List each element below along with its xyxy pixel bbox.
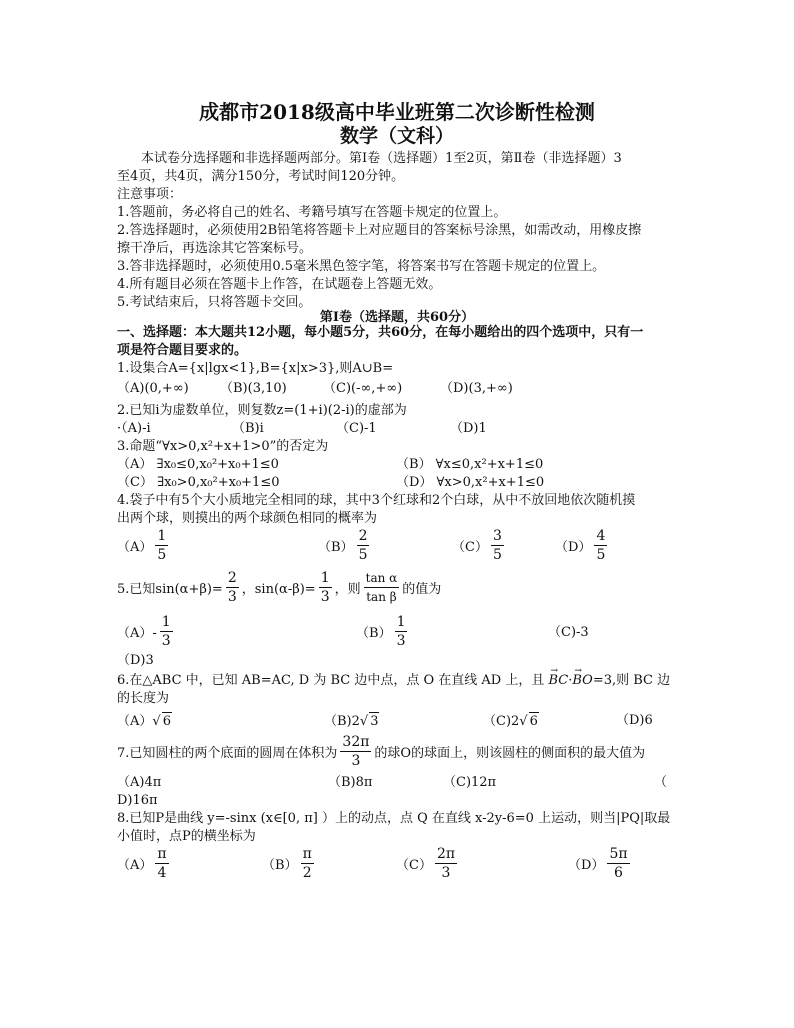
- q2-option-b: （B)i: [232, 421, 264, 436]
- q7-option-d-open: （: [654, 775, 668, 790]
- q5-option-c: （C)-3: [548, 625, 589, 640]
- q2-option-d: （D)1: [450, 421, 487, 436]
- q8-option-d: （D） $\frac{5\pi}{6}$: [568, 846, 628, 881]
- q8-d-fraction: $\frac{5\pi}{6}$: [609, 846, 628, 881]
- exam-title: 成都市2018级高中毕业班第二次诊断性检测: [199, 100, 595, 124]
- q4-c-fraction: $\frac{3}{5}$: [492, 528, 502, 563]
- q8-option-b: （B） $\frac{\pi}{2}$: [262, 846, 312, 881]
- q1-option-c: （C)(-∞,+∞): [323, 381, 403, 396]
- q5-b-fraction: $\frac{1}{3}$: [396, 614, 406, 649]
- q5-stem: 5.已知sin(α+β)= $\frac{2}{3}$ ，sin(α-β)= $\frac{1}{3}$ ，则 $\frac{\text{tan α}}{\text{tan β}}$ 的值为: [117, 570, 442, 605]
- q3-option-d: （D） ∀x>0,x²+x+1≤0: [396, 475, 545, 490]
- q7-option-c: （C)12π: [443, 775, 497, 790]
- q4-d-fraction: $\frac{4}{5}$: [596, 528, 606, 563]
- q4-b-fraction: $\frac{2}{5}$: [358, 528, 368, 563]
- q4-stem-1: 4.袋子中有5个大小质地完全相同的球，其中3个红球和2个白球，从中不放回地依次随机摸: [117, 493, 636, 508]
- note-4: 4.所有题目必须在答题卡上作答，在试题卷上答题无效。: [117, 277, 442, 292]
- intro-line-1: 本试卷分选择题和非选择题两部分。第Ⅰ卷（选择题）1至2页，第Ⅱ卷（非选择题）3: [141, 151, 622, 166]
- q6-option-b: （B)2√ 3: [324, 714, 379, 729]
- intro-line-2: 至4页，共4页，满分150分，考试时间120分钟。: [117, 169, 405, 184]
- q6-stem: 6.在△ABC 中，已知 AB=AC, D 为 BC 边中点，点 O 在直线 AD 上，且 → BC·→ BO=3,则 BC 边: [117, 672, 670, 690]
- q4-option-b: （B） $\frac{2}{5}$: [318, 528, 368, 563]
- section-instruction-1: 一、选择题：本大题共12小题，每小题5分，共60分，在每小题给出的四个选项中，只有一: [117, 325, 644, 340]
- q4-a-fraction: $\frac{1}{5}$: [157, 528, 167, 563]
- q7-stem: 7.已知圆柱的两个底面的圆周在体积为 $\frac{32\pi}{3}$ 的球O的球面上，则该圆柱的侧面积的最大值为: [117, 734, 646, 769]
- notes-heading: 注意事项：: [117, 187, 183, 202]
- q3-stem: 3.命题“∀x>0,x²+x+1>0”的否定为: [117, 439, 329, 454]
- q4-option-a: （A） $\frac{1}{5}$: [117, 528, 167, 563]
- q5-fraction-2: $\frac{1}{3}$: [320, 570, 330, 605]
- q4-stem-2: 出两个球，则摸出的两个球颜色相同的概率为: [117, 511, 378, 526]
- vector-bc: → BC: [548, 672, 568, 690]
- q5-option-d: （D)3: [117, 653, 154, 668]
- q3-option-c: （C） ∃x₀>0,x₀²+x₀+1≤0: [117, 475, 280, 490]
- q8-b-fraction: $\frac{\pi}{2}$: [302, 846, 312, 881]
- q5-fraction-1: $\frac{2}{3}$: [227, 570, 237, 605]
- q8-stem-2: 小值时，点P的横坐标为: [117, 829, 256, 844]
- note-3: 3.答非选择题时，必须使用0.5毫米黑色签字笔，将答案书写在答题卡规定的位置上。: [117, 259, 606, 274]
- note-1: 1.答题前，务必将自己的姓名、考籍号填写在答题卡规定的位置上。: [117, 205, 507, 220]
- q2-option-c: （C)-1: [336, 421, 377, 436]
- q1-option-a: （A)(0,+∞): [117, 381, 189, 396]
- section-instruction-2: 项是符合题目要求的。: [117, 343, 248, 358]
- q8-option-c: （C） $\frac{2\pi}{3}$: [396, 846, 456, 881]
- q4-option-c: （C） $\frac{3}{5}$: [452, 528, 502, 563]
- q8-c-fraction: $\frac{2\pi}{3}$: [436, 846, 456, 881]
- q5-option-a: （A）- $\frac{1}{3}$: [117, 614, 171, 649]
- q8-option-a: （A） $\frac{\pi}{4}$: [117, 846, 167, 881]
- q7-option-b: （B)8π: [328, 775, 373, 790]
- q1-stem: 1.设集合A={x|lgx<1},B={x|x>3},则A∪B=: [117, 361, 394, 376]
- exam-subtitle: 数学（文科）: [339, 125, 454, 147]
- q1-option-b: （B)(3,10): [220, 381, 287, 396]
- vector-bo: → BO: [572, 672, 592, 690]
- note-5: 5.考试结束后，只将答题卡交回。: [117, 295, 312, 310]
- note-2b: 擦干净后，再选涂其它答案标号。: [117, 241, 313, 256]
- q5-option-b: （B） $\frac{1}{3}$: [356, 614, 406, 649]
- q5-a-fraction: $\frac{1}{3}$: [161, 614, 171, 649]
- q7-option-d: D)16π: [117, 793, 158, 808]
- q3-option-b: （B） ∀x≤0,x²+x+1≤0: [396, 457, 544, 472]
- q2-option-a: ·（A)-i: [117, 421, 151, 436]
- q3-option-a: （A） ∃x₀≤0,x₀²+x₀+1≤0: [117, 457, 279, 472]
- q7-option-a: （A)4π: [117, 775, 162, 790]
- q5-tan-ratio: $\frac{\text{tan α}}{\text{tan β}}$: [365, 571, 398, 604]
- note-2a: 2.答选择题时，必须使用2B铅笔将答题卡上对应题目的答案标号涂黑，如需改动，用橡皮擦: [117, 223, 642, 238]
- q8-stem-1: 8.已知P是曲线 y=-sinx (x∈[0, π] ）上的动点，点 Q 在直线 x-2y-6=0 上运动，则当|PQ|取最: [117, 811, 671, 826]
- q6-option-a: （A）√ 6: [117, 714, 171, 729]
- q6-option-c: （C)2√ 6: [483, 714, 538, 729]
- q2-stem: 2.已知i为虚数单位，则复数z=(1+i)(2-i)的虚部为: [117, 403, 407, 418]
- q1-option-d: （D)(3,+∞): [440, 381, 513, 396]
- q7-volume-fraction: $\frac{32\pi}{3}$: [342, 734, 370, 769]
- q8-a-fraction: $\frac{\pi}{4}$: [157, 846, 167, 881]
- q6-option-d: （D)6: [616, 713, 653, 728]
- q4-option-d: （D） $\frac{4}{5}$: [555, 528, 606, 563]
- q6-stem-2: 的长度为: [117, 691, 170, 706]
- section-heading: 第Ⅰ卷（选择题，共60分）: [319, 310, 475, 325]
